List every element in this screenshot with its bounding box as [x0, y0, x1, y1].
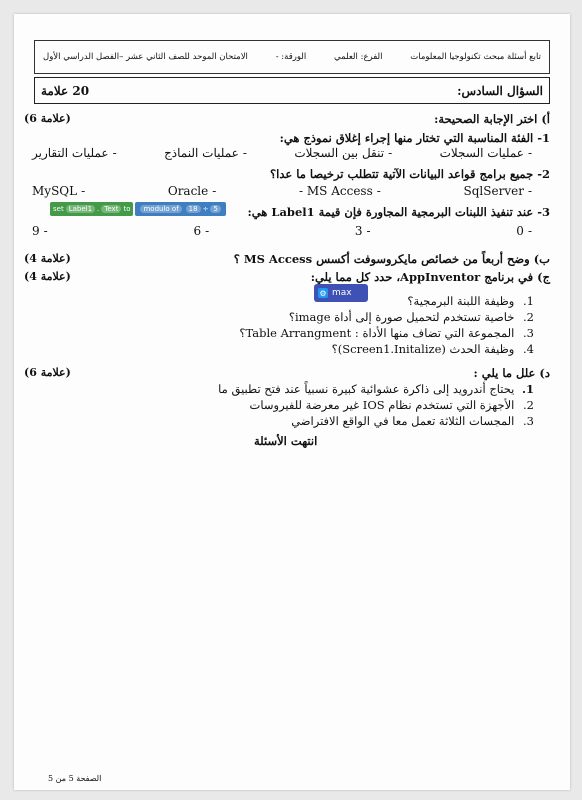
header-subject: تابع أسئلة مبحث تكنولوجيا المعلومات: [410, 52, 541, 62]
question-1: [30, 131, 550, 145]
question-1-text: الفئة المناسبة التي تختار منها إجراء إغلاق نموذج هي:: [279, 131, 534, 145]
part-a-heading: أ) اختر الإجابة الصحيحة:: [434, 112, 550, 126]
q2-option: MS Access -: [299, 184, 373, 198]
block-set-word: set: [53, 205, 64, 213]
page-header: [34, 40, 550, 74]
header-paper: الورقة: -: [275, 52, 307, 62]
max-block-label: max: [332, 288, 352, 298]
part-c-marks: (4 علامة): [24, 270, 71, 283]
page-number-footer: الصفحة 5 من 5: [48, 774, 102, 783]
question-2: [30, 167, 550, 181]
part-c-item: 3. المجموعة التي تضاف منها الأداة : Table Arrangment؟: [239, 326, 534, 340]
section-title-box: [34, 77, 550, 104]
header-exam-title: الامتحان الموحد للصف الثاني عشر –الفصل الدراسي الأول: [43, 52, 248, 62]
block-divisor: 5: [210, 205, 220, 213]
q3-option: 9: [32, 224, 40, 238]
q2-option: MySQL: [32, 184, 78, 198]
question-3-text: عند تنفيذ اللبنات البرمجية المجاورة فإن قيمة Label1 هي:: [247, 205, 534, 219]
part-d-item: 3. المجسات الثلاثة تعمل معا في الواقع الافتراضي: [291, 414, 534, 428]
q1-option: تنقل بين السجلات: [294, 146, 385, 160]
question-1-number: 1-: [537, 131, 550, 145]
set-label-code-block: set Label1 . Text to modulo of 18 ÷ 5: [50, 201, 226, 217]
question-3: [247, 205, 550, 219]
q3-option: 6: [193, 224, 202, 238]
end-of-questions: انتهت الأسئلة: [254, 434, 318, 448]
q3-option: 0: [516, 224, 524, 238]
part-d-item: 2. الأجهزة التي تستخدم نظام IOS غير معرضة للفيروسات: [249, 398, 534, 412]
question-2-options: -SqlServer -MS Access - -Oracle -MySQL: [32, 184, 532, 198]
block-property: Text: [101, 205, 121, 213]
question-2-number: 2-: [537, 167, 550, 181]
block-component: Label1: [66, 205, 95, 213]
part-b-question: ب) وضح أربعاً من خصائص مايكروسوفت أكسس MS Access ؟: [233, 252, 550, 266]
part-d-marks: (6 علامة): [24, 366, 71, 379]
header-branch: الفرع: العلمي: [334, 52, 383, 62]
part-c-item: 4. وظيفة الحدث (Screen1.Initalize)؟: [331, 342, 534, 356]
block-to-word: to: [123, 205, 131, 213]
part-b-marks: (4 علامة): [24, 252, 71, 265]
q1-option: عمليات السجلات: [439, 146, 524, 160]
section-marks: 20 علامة: [41, 83, 90, 98]
block-divide-symbol: ÷: [202, 205, 209, 213]
part-c-question: ج) في برنامج AppInventor، حدد كل مما يلي:: [310, 270, 550, 284]
part-d-item: 1. يحتاج أندرويد إلى ذاكرة عشوائية كبيرة نسبياً عند فتح تطبيق ما: [218, 382, 534, 396]
gear-icon: ⚙: [319, 288, 327, 298]
part-c-item: 1. وظيفة اللبنة البرمجية؟: [407, 294, 534, 308]
exam-page: [14, 14, 570, 790]
question-3-options: -0 -3 -6 -9: [32, 224, 532, 238]
q1-option: عمليات النماذج: [164, 146, 239, 160]
q1-option: عمليات التقارير: [32, 146, 109, 160]
block-dividend: 18: [186, 205, 201, 213]
part-c-item: 2. خاصية تستخدم لتحميل صورة إلى أداة image؟: [288, 310, 534, 324]
q2-option: SqlServer: [463, 184, 524, 198]
part-a-marks: (6 علامة): [24, 112, 71, 125]
question-2-text: جميع برامج قواعد البيانات الآتية تتطلب ترخيصا ما عدا؟: [270, 167, 534, 181]
q2-option: Oracle: [167, 184, 209, 198]
block-operation: modulo of: [140, 205, 181, 213]
question-1-options: -عمليات السجلات -تنقل بين السجلات -عمليات النماذج -عمليات التقارير: [32, 146, 532, 160]
question-3-number: 3-: [537, 205, 550, 219]
section-title: السؤال السادس:: [457, 83, 543, 98]
q3-option: 3: [354, 224, 363, 238]
part-d-heading: د) علل ما يلي :: [473, 366, 550, 380]
